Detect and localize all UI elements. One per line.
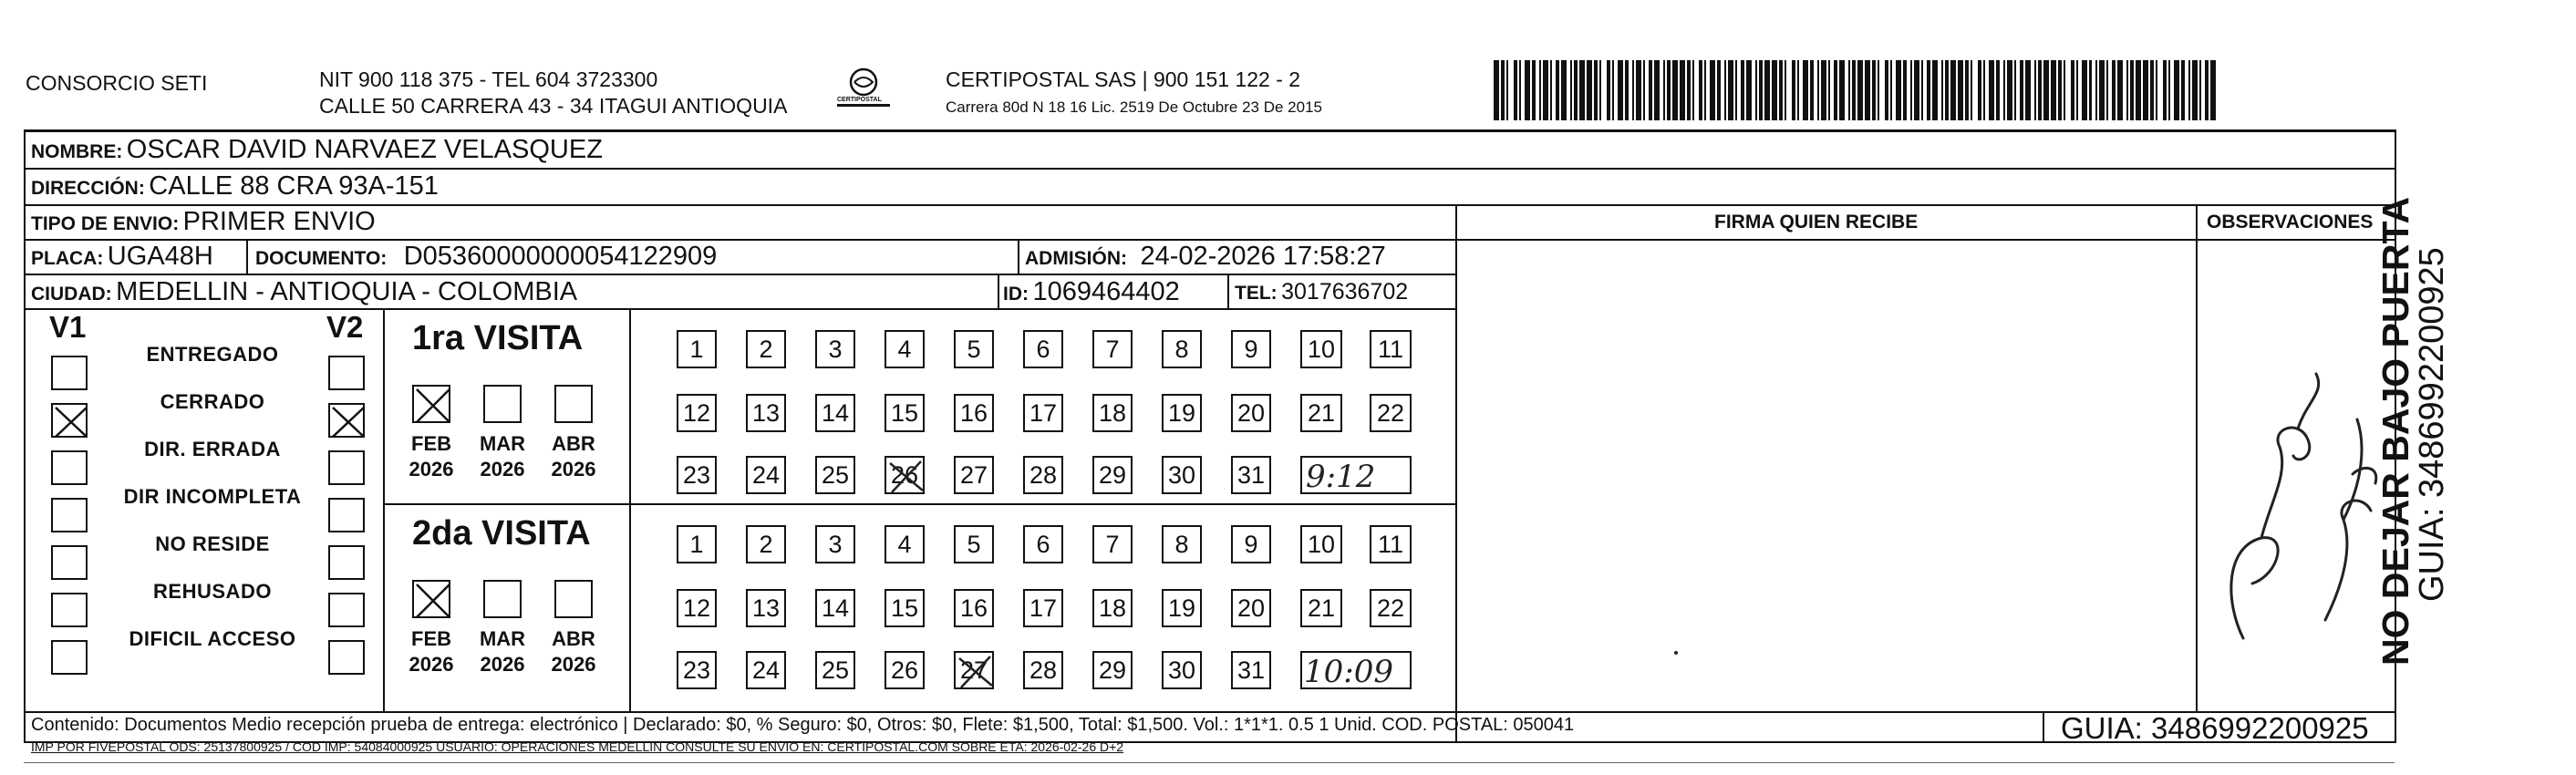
placa-label: PLACA: (31, 248, 104, 269)
day-number: 12 (682, 398, 711, 427)
month-year: 2026 (480, 653, 525, 676)
day-number: 31 (1236, 656, 1266, 684)
tipo-envio-value: PRIMER ENVIO (182, 207, 376, 236)
signature-handwriting (2207, 365, 2389, 656)
observaciones-label: OBSERVACIONES (2207, 212, 2374, 232)
day-number: 16 (959, 594, 988, 622)
day-number: 9 (1244, 530, 1258, 558)
day-number: 31 (1236, 460, 1266, 489)
day-number: 14 (821, 594, 850, 622)
day-number: 20 (1236, 594, 1266, 622)
day-number: 21 (1307, 594, 1336, 622)
contenido-text: Contenido: Documentos Medio recepción prueba de entrega: electrónico | Declarado: $0, % Seguro: $0, Otros: $0, Flete: $1,500, Total: $1,500. Vol.: 1*1*1. 0.5 1 Unid. COD. POSTAL: 050041 (31, 715, 1575, 735)
certipostal-line: CERTIPOSTAL SAS | 900 151 122 - 2 (946, 67, 1301, 91)
day-number: 17 (1029, 594, 1058, 622)
day-number: 6 (1036, 335, 1050, 363)
tel-value: 3017636702 (1281, 279, 1409, 305)
side-guia: GUIA: 3486992200925 (2413, 247, 2451, 602)
admision-value: 24-02-2026 17:58:27 (1140, 242, 1386, 271)
nombre-label: NOMBRE: (31, 141, 123, 162)
day-number: 12 (682, 594, 711, 622)
second-time-handwritten: 10:09 (1304, 654, 1393, 690)
second-visit-title: 2da VISITA (412, 514, 591, 553)
day-number: 23 (682, 656, 711, 684)
month-name: MAR (479, 432, 526, 455)
status-label: NO RESIDE (155, 532, 270, 555)
ciudad-value: MEDELLIN - ANTIOQUIA - COLOMBIA (116, 277, 578, 306)
direccion-label: DIRECCIÓN: (31, 178, 145, 199)
first-time-handwritten: 9:12 (1306, 459, 1376, 495)
day-number: 4 (897, 335, 912, 363)
day-number: 30 (1167, 460, 1196, 489)
day-number: 18 (1098, 594, 1127, 622)
logo-text: CERTIPOSTAL (837, 97, 882, 103)
day-number: 10 (1307, 530, 1336, 558)
day-number: 1 (689, 530, 704, 558)
month-name: ABR (552, 627, 595, 650)
ciudad-label: CIUDAD: (31, 284, 112, 305)
month-year: 2026 (551, 458, 596, 480)
nombre-value: OSCAR DAVID NARVAEZ VELASQUEZ (126, 135, 603, 164)
no-dejar-bajo-puerta: NO DEJAR BAJO PUERTA (2374, 196, 2416, 666)
day-number: 27 (959, 460, 988, 489)
month-name: ABR (552, 432, 595, 455)
barcode (1494, 60, 2219, 120)
day-number: 8 (1174, 530, 1189, 558)
day-number: 22 (1376, 594, 1405, 622)
day-number: 7 (1105, 530, 1120, 558)
status-label: DIR INCOMPLETA (123, 485, 302, 508)
day-number: 5 (967, 335, 981, 363)
imp-text: IMP POR FIVEPOSTAL ODS: 25137800925 / COD IMP: 54084000925 USUARIO: OPERACIONES MEDELLIN CONSULTE SU ENVIO EN: CERTIPOSTAL.COM SOBRE ETA: 2026-02-26 D+2 (31, 739, 1124, 754)
status-label: ENTREGADO (146, 343, 279, 366)
day-number: 25 (821, 460, 850, 489)
day-number: 1 (689, 335, 704, 363)
ink-dot (1674, 651, 1678, 655)
status-label: CERRADO (160, 390, 265, 413)
tel-label: TEL: (1235, 283, 1278, 304)
day-number: 3 (828, 335, 843, 363)
month-year: 2026 (480, 458, 525, 480)
footer-guia: GUIA: 3486992200925 (2061, 711, 2369, 745)
address-line: CALLE 50 CARRERA 43 - 34 ITAGUI ANTIOQUIA (319, 94, 788, 118)
firma-label: FIRMA QUIEN RECIBE (1714, 212, 1919, 232)
placa-value: UGA48H (107, 242, 213, 271)
status-label: REHUSADO (153, 580, 272, 603)
month-year: 2026 (409, 653, 454, 676)
direccion-value: CALLE 88 CRA 93A-151 (149, 171, 439, 201)
month-year: 2026 (551, 653, 596, 676)
day-number: 7 (1105, 335, 1120, 363)
day-number: 18 (1098, 398, 1127, 427)
month-name: MAR (479, 627, 526, 650)
month-name: FEB (411, 432, 451, 455)
day-number: 27 (959, 656, 988, 684)
day-number: 8 (1174, 335, 1189, 363)
status-label: DIFICIL ACCESO (129, 627, 296, 650)
day-number: 29 (1098, 460, 1127, 489)
day-number: 5 (967, 530, 981, 558)
day-number: 29 (1098, 656, 1127, 684)
day-number: 15 (890, 594, 919, 622)
v1-label: V1 (49, 310, 87, 344)
id-value: 1069464402 (1032, 277, 1180, 306)
barcode-bar (2216, 60, 2219, 120)
day-number: 30 (1167, 656, 1196, 684)
day-number: 21 (1307, 398, 1336, 427)
day-number: 2 (759, 530, 773, 558)
day-number: 10 (1307, 335, 1336, 363)
day-number: 13 (751, 594, 781, 622)
day-number: 16 (959, 398, 988, 427)
day-number: 19 (1167, 594, 1196, 622)
day-number: 23 (682, 460, 711, 489)
day-number: 24 (751, 460, 781, 489)
documento-label: DOCUMENTO: (255, 248, 388, 269)
company-name: CONSORCIO SETI (26, 71, 208, 95)
day-number: 15 (890, 398, 919, 427)
day-number: 9 (1244, 335, 1258, 363)
day-number: 13 (751, 398, 781, 427)
day-number: 11 (1377, 335, 1404, 363)
day-number: 17 (1029, 398, 1058, 427)
day-number: 22 (1376, 398, 1405, 427)
month-name: FEB (411, 627, 451, 650)
tipo-envio-label: TIPO DE ENVIO: (31, 213, 180, 234)
day-number: 26 (890, 656, 919, 684)
admision-label: ADMISIÓN: (1025, 248, 1127, 269)
day-number: 19 (1167, 398, 1196, 427)
day-number: 25 (821, 656, 850, 684)
license-line: Carrera 80d N 18 16 Lic. 2519 De Octubre 23 De 2015 (946, 98, 1322, 116)
day-number: 4 (897, 530, 912, 558)
day-number: 2 (759, 335, 773, 363)
month-year: 2026 (409, 458, 454, 480)
day-number: 28 (1029, 656, 1058, 684)
v2-label: V2 (326, 310, 364, 344)
day-number: 3 (828, 530, 843, 558)
nit-line: NIT 900 118 375 - TEL 604 3723300 (319, 67, 658, 91)
day-number: 20 (1236, 398, 1266, 427)
id-label: ID: (1003, 284, 1029, 305)
documento-value: D05360000000054122909 (403, 242, 718, 271)
first-visit-title: 1ra VISITA (412, 319, 584, 357)
day-number: 26 (890, 460, 919, 489)
day-number: 6 (1036, 530, 1050, 558)
day-number: 14 (821, 398, 850, 427)
status-label: DIR. ERRADA (144, 438, 281, 460)
day-number: 11 (1377, 530, 1404, 558)
day-number: 28 (1029, 460, 1058, 489)
day-number: 24 (751, 656, 781, 684)
